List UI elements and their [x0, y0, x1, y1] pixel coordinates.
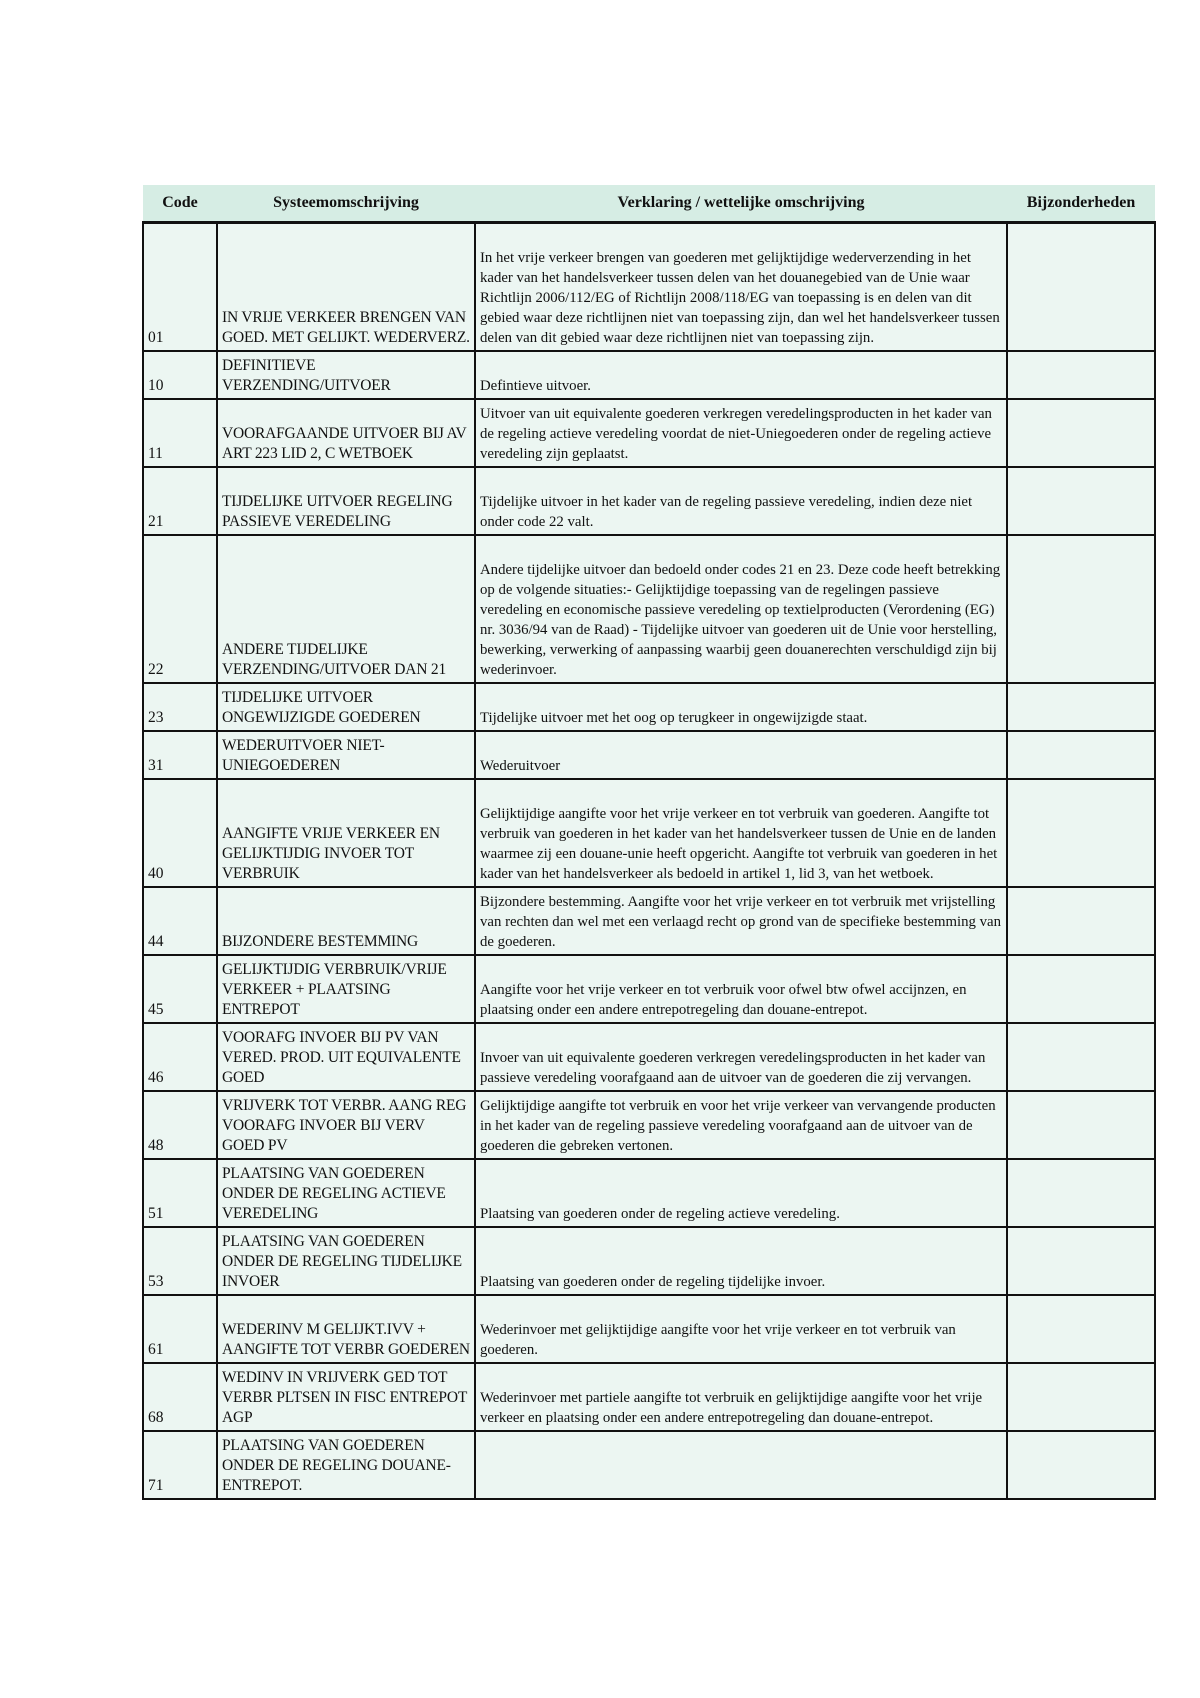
table-row	[143, 887, 1155, 955]
table-row	[143, 535, 1155, 683]
code-cell: 10	[143, 351, 217, 399]
details-cell	[1007, 955, 1155, 1023]
declaration-cell: Plaatsing van goederen onder de regeling actieve veredeling.	[475, 1159, 1007, 1227]
code-cell: 01	[143, 223, 217, 351]
code-cell: 31	[143, 731, 217, 779]
details-cell	[1007, 1363, 1155, 1431]
header-declaration: Verklaring / wettelijke omschrijving	[475, 185, 1007, 223]
table-header	[143, 185, 1155, 223]
details-cell	[1007, 223, 1155, 351]
declaration-cell: Wederinvoer met partiele aangifte tot verbruik en gelijktijdige aangifte voor het vrije verkeer en plaatsing onder een andere entrepotregeling dan douane-entrepot.	[475, 1363, 1007, 1431]
table-row	[143, 351, 1155, 399]
details-cell	[1007, 1227, 1155, 1295]
system-description-cell: VOORAFGAANDE UITVOER BIJ AV ART 223 LID 2, C WETBOEK	[217, 399, 475, 467]
system-description-cell: GELIJKTIJDIG VERBRUIK/VRIJE VERKEER + PLAATSING ENTREPOT	[217, 955, 475, 1023]
table-row	[143, 1431, 1155, 1499]
table-body	[143, 223, 1155, 1499]
declaration-cell: Invoer van uit equivalente goederen verkregen veredelingsproducten in het kader van passieve veredeling voorafgaand aan de uitvoer van de goederen die zij vervangen.	[475, 1023, 1007, 1091]
table-row	[143, 1159, 1155, 1227]
declaration-cell: Wederuitvoer	[475, 731, 1007, 779]
table-row	[143, 467, 1155, 535]
system-description-cell: TIJDELIJKE UITVOER ONGEWIJZIGDE GOEDEREN	[217, 683, 475, 731]
details-cell	[1007, 467, 1155, 535]
code-cell: 68	[143, 1363, 217, 1431]
system-description-cell: IN VRIJE VERKEER BRENGEN VAN GOED. MET GELIJKT. WEDERVERZ.	[217, 223, 475, 351]
table-row	[143, 1295, 1155, 1363]
header-details: Bijzonderheden	[1007, 185, 1155, 223]
system-description-cell: PLAATSING VAN GOEDEREN ONDER DE REGELING TIJDELIJKE INVOER	[217, 1227, 475, 1295]
declaration-cell: Gelijktijdige aangifte tot verbruik en voor het vrije verkeer van vervangende producten in het kader van de regeling passieve veredeling voorafgaand aan de uitvoer van de goederen die gebreken vertonen.	[475, 1091, 1007, 1159]
details-cell	[1007, 399, 1155, 467]
details-cell	[1007, 887, 1155, 955]
code-cell: 11	[143, 399, 217, 467]
code-cell: 23	[143, 683, 217, 731]
details-cell	[1007, 1295, 1155, 1363]
system-description-cell: AANGIFTE VRIJE VERKEER EN GELIJKTIJDIG INVOER TOT VERBRUIK	[217, 779, 475, 887]
declaration-cell: Wederinvoer met gelijktijdige aangifte voor het vrije verkeer en tot verbruik van goederen.	[475, 1295, 1007, 1363]
system-description-cell: PLAATSING VAN GOEDEREN ONDER DE REGELING ACTIEVE VEREDELING	[217, 1159, 475, 1227]
code-cell: 51	[143, 1159, 217, 1227]
table-row	[143, 779, 1155, 887]
declaration-cell: Tijdelijke uitvoer met het oog op terugkeer in ongewijzigde staat.	[475, 683, 1007, 731]
code-cell: 71	[143, 1431, 217, 1499]
table-row	[143, 1363, 1155, 1431]
table-row	[143, 1023, 1155, 1091]
table-row	[143, 1091, 1155, 1159]
table-row	[143, 683, 1155, 731]
declaration-cell: Uitvoer van uit equivalente goederen verkregen veredelingsproducten in het kader van de regeling actieve veredeling voordat de niet-Uniegoederen onder de regeling actieve veredeling zijn geplaatst.	[475, 399, 1007, 467]
system-description-cell: WEDINV IN VRIJVERK GED TOT VERBR PLTSEN IN FISC ENTREPOT AGP	[217, 1363, 475, 1431]
code-cell: 40	[143, 779, 217, 887]
declaration-cell: Defintieve uitvoer.	[475, 351, 1007, 399]
code-cell: 45	[143, 955, 217, 1023]
system-description-cell: WEDERUITVOER NIET-UNIEGOEDEREN	[217, 731, 475, 779]
header-system-description: Systeemomschrijving	[217, 185, 475, 223]
table-row	[143, 731, 1155, 779]
system-description-cell: BIJZONDERE BESTEMMING	[217, 887, 475, 955]
declaration-cell: Bijzondere bestemming. Aangifte voor het vrije verkeer en tot verbruik met vrijstelling van rechten dan wel met een verlaagd recht op grond van de specifieke bestemming van de goederen.	[475, 887, 1007, 955]
procedure-codes-table	[142, 185, 1156, 1500]
system-description-cell: VRIJVERK TOT VERBR. AANG REG VOORAFG INVOER BIJ VERV GOED PV	[217, 1091, 475, 1159]
code-cell: 61	[143, 1295, 217, 1363]
details-cell	[1007, 1159, 1155, 1227]
details-cell	[1007, 683, 1155, 731]
code-cell: 53	[143, 1227, 217, 1295]
code-cell: 22	[143, 535, 217, 683]
system-description-cell: DEFINITIEVE VERZENDING/UITVOER	[217, 351, 475, 399]
declaration-cell	[475, 1431, 1007, 1499]
details-cell	[1007, 779, 1155, 887]
declaration-cell: Tijdelijke uitvoer in het kader van de regeling passieve veredeling, indien deze niet onder code 22 valt.	[475, 467, 1007, 535]
table-row	[143, 399, 1155, 467]
system-description-cell: PLAATSING VAN GOEDEREN ONDER DE REGELING DOUANE-ENTREPOT.	[217, 1431, 475, 1499]
system-description-cell: WEDERINV M GELIJKT.IVV + AANGIFTE TOT VERBR GOEDEREN	[217, 1295, 475, 1363]
procedure-codes-sheet	[142, 185, 1154, 1500]
table-row	[143, 1227, 1155, 1295]
system-description-cell: ANDERE TIJDELIJKE VERZENDING/UITVOER DAN 21	[217, 535, 475, 683]
code-cell: 44	[143, 887, 217, 955]
header-row	[143, 185, 1155, 223]
declaration-cell: Gelijktijdige aangifte voor het vrije verkeer en tot verbruik van goederen. Aangifte tot verbruik van goederen in het kader van het handelsverkeer tussen de Unie en de landen waarmee zij een douane-unie heeft opgericht. Aangifte tot verbruik van goederen in het kader van het handelsverkeer als bedoeld in artikel 1, lid 3, van het wetboek.	[475, 779, 1007, 887]
details-cell	[1007, 535, 1155, 683]
details-cell	[1007, 351, 1155, 399]
system-description-cell: TIJDELIJKE UITVOER REGELING PASSIEVE VEREDELING	[217, 467, 475, 535]
header-code: Code	[143, 185, 217, 223]
details-cell	[1007, 1431, 1155, 1499]
declaration-cell: Plaatsing van goederen onder de regeling tijdelijke invoer.	[475, 1227, 1007, 1295]
declaration-cell: Aangifte voor het vrije verkeer en tot verbruik voor ofwel btw ofwel accijnzen, en plaatsing onder een andere entrepotregeling dan douane-entrepot.	[475, 955, 1007, 1023]
declaration-cell: In het vrije verkeer brengen van goederen met gelijktijdige wederverzending in het kader van het handelsverkeer tussen delen van het douanegebied van de Unie waar Richtlijn 2006/112/EG of Richtlijn 2008/118/EG van toepassing is en delen van dit gebied waar deze richtlijnen niet van toepassing zijn, dan wel het handelsverkeer tussen delen van dit gebied waar deze richtlijnen niet van toepassing zijn.	[475, 223, 1007, 351]
declaration-cell: Andere tijdelijke uitvoer dan bedoeld onder codes 21 en 23. Deze code heeft betrekking op de volgende situaties:- Gelijktijdige toepassing van de regelingen passieve veredeling en economische passieve veredeling op textielproducten (Verordening (EG) nr. 3036/94 van de Raad) - Tijdelijke uitvoer van goederen uit de Unie voor herstelling, bewerking, verwerking of aanpassing waarbij geen douanerechten verschuldigd zijn bij wederinvoer.	[475, 535, 1007, 683]
table-row	[143, 955, 1155, 1023]
system-description-cell: VOORAFG INVOER BIJ PV VAN VERED. PROD. UIT EQUIVALENTE GOED	[217, 1023, 475, 1091]
details-cell	[1007, 731, 1155, 779]
code-cell: 21	[143, 467, 217, 535]
details-cell	[1007, 1023, 1155, 1091]
details-cell	[1007, 1091, 1155, 1159]
code-cell: 46	[143, 1023, 217, 1091]
table-row	[143, 223, 1155, 351]
code-cell: 48	[143, 1091, 217, 1159]
